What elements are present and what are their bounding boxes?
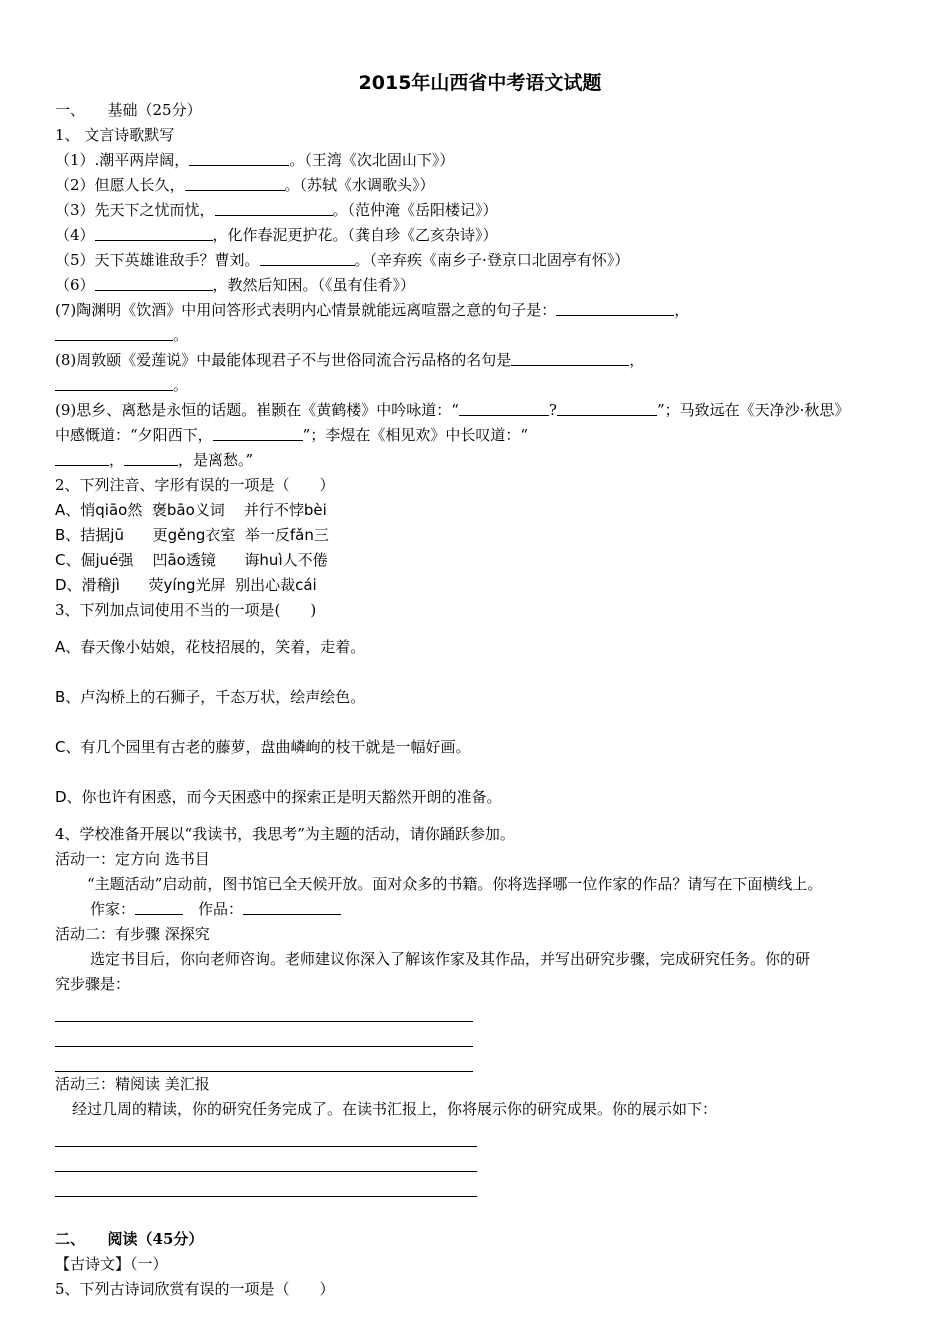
- activity-title: 活动二：有步骤 深探究: [55, 925, 210, 943]
- option-b[interactable]: B、拮据jū 更gěng衣室 举一反fǎn三: [55, 526, 329, 544]
- question-stem: 2、下列注音、字形有误的一项是（ ）: [55, 476, 335, 494]
- fill-item-8: [55, 348, 905, 373]
- item-source: 。（辛弃疾《南乡子·登京口北固亭有怀》）: [354, 251, 630, 269]
- exam-page: [55, 68, 905, 1302]
- fill-item-9-cont: [55, 423, 905, 448]
- fill-item: [55, 198, 905, 223]
- answer-blank[interactable]: [557, 400, 657, 416]
- page-title: 2015年山西省中考语文试题: [358, 72, 602, 94]
- item-source: 。（范仲淹《岳阳楼记》）: [332, 201, 498, 219]
- subsection-heading: 【古诗文】（一）: [55, 1255, 168, 1273]
- answer-blank[interactable]: [185, 175, 285, 191]
- answer-blank[interactable]: [260, 250, 355, 266]
- answer-line[interactable]: [55, 1122, 477, 1147]
- fill-item-8-cont: [55, 373, 905, 398]
- item-source: 。（苏轼《水调歌头》）: [284, 176, 435, 194]
- work-label: 作品：: [198, 900, 244, 918]
- answer-blank[interactable]: [556, 300, 674, 316]
- option-c[interactable]: C、倔jué强 凹āo透镜 诲huì人不倦: [55, 551, 328, 569]
- answer-blank[interactable]: [55, 375, 173, 391]
- fill-item-7-cont: [55, 323, 905, 348]
- option-a[interactable]: A、春天像小姑娘，花枝招展的，笑着，走着。: [55, 638, 366, 656]
- item-text: （6）: [55, 276, 95, 294]
- answer-line[interactable]: [55, 997, 473, 1022]
- answer-blank[interactable]: [55, 450, 109, 466]
- fill-item: [55, 148, 905, 173]
- author-blank[interactable]: [135, 899, 183, 915]
- item-text: （1）.潮平两岸阔，: [55, 151, 190, 169]
- answer-blank[interactable]: [95, 225, 213, 241]
- item-text: （4）: [55, 226, 95, 244]
- answer-line[interactable]: [55, 1022, 473, 1047]
- question-stem: 3、下列加点词使用不当的一项是( ): [55, 601, 317, 619]
- answer-blank[interactable]: [124, 450, 178, 466]
- fill-item: [55, 248, 905, 273]
- answer-blank[interactable]: [511, 350, 629, 366]
- question-stem: 4、学校准备开展以“我读书，我思考”为主题的活动，请你踊跃参加。: [55, 825, 515, 843]
- activity-title: 活动三：精阅读 美汇报: [55, 1075, 210, 1093]
- activity-title: 活动一：定方向 选书目: [55, 850, 210, 868]
- option-d[interactable]: D、你也许有困惑，而今天困惑中的探索正是明天豁然开朗的准备。: [55, 788, 502, 806]
- item-text: (9)思乡、离愁是永恒的话题。崔颢在《黄鹤楼》中吟咏道：“: [55, 401, 459, 419]
- item-text: 中感慨道：“夕阳西下，: [55, 426, 213, 444]
- item-source: 。（王湾《次北固山下》）: [289, 151, 455, 169]
- item-text: ”；马致远在《天净沙·秋思》: [656, 401, 850, 419]
- answer-blank[interactable]: [215, 200, 333, 216]
- question-stem: 5、下列古诗词欣赏有误的一项是（ ）: [55, 1280, 335, 1298]
- author-work-line: [55, 897, 905, 922]
- answer-blank[interactable]: [189, 150, 289, 166]
- option-d[interactable]: D、滑稽jì 荧yíng光屏 别出心裁cái: [55, 576, 317, 594]
- fill-item: [55, 273, 905, 298]
- activity-text: 选定书目后，你向老师咨询。老师建议你深入了解该作家及其作品，并写出研究步骤，完成研究任务。你的研: [90, 950, 811, 968]
- work-blank[interactable]: [243, 899, 341, 915]
- answer-lines: [55, 1122, 477, 1197]
- answer-line[interactable]: [55, 1047, 473, 1072]
- item-text: (8)周敦颐《爱莲说》中最能体现君子不与世俗同流合污品格的名句是: [55, 351, 512, 369]
- item-source: ，教然后知困。（《虽有佳肴》）: [212, 276, 416, 294]
- answer-lines: [55, 997, 473, 1072]
- item-text: ”；李煜在《相见欢》中长叹道：“: [302, 426, 529, 444]
- answer-blank[interactable]: [213, 425, 303, 441]
- fill-item: [55, 223, 905, 248]
- option-b[interactable]: B、卢沟桥上的石狮子，千态万状，绘声绘色。: [55, 688, 366, 706]
- fill-item-9: [55, 398, 905, 423]
- punctuation: ?: [548, 401, 557, 419]
- punctuation: 。: [173, 376, 189, 394]
- punctuation: ，: [674, 301, 690, 319]
- answer-blank[interactable]: [95, 275, 213, 291]
- fill-item-7: [55, 298, 905, 323]
- fill-item: [55, 173, 905, 198]
- author-label: 作家：: [90, 900, 136, 918]
- item-source: ，化作春泥更护花。（龚自珍《乙亥杂诗》）: [212, 226, 498, 244]
- item-text: （5）天下英雄谁敌手？曹刘。: [55, 251, 260, 269]
- option-a[interactable]: A、悄qiāo然 褒bāo义词 并行不悖bèi: [55, 501, 327, 519]
- item-text: （2）但愿人长久，: [55, 176, 185, 194]
- activity-text: 经过几周的精读，你的研究任务完成了。在读书汇报上，你将展示你的研究成果。你的展示如下：: [72, 1100, 718, 1118]
- item-text: ，是离愁。”: [178, 451, 254, 469]
- punctuation: ，: [629, 351, 645, 369]
- punctuation: ，: [109, 451, 125, 469]
- option-c[interactable]: C、有几个园里有古老的藤萝，盘曲嶙峋的枝干就是一幅好画。: [55, 738, 471, 756]
- section-heading: 二、 阅读（45分）: [55, 1230, 204, 1248]
- answer-blank[interactable]: [55, 325, 173, 341]
- section-heading: 一、 基础（25分）: [55, 101, 202, 119]
- answer-line[interactable]: [55, 1147, 477, 1172]
- answer-blank[interactable]: [459, 400, 549, 416]
- fill-item-9-end: [55, 448, 905, 473]
- punctuation: 。: [173, 326, 189, 344]
- item-text: (7)陶渊明《饮酒》中用问答形式表明内心情景就能远离喧嚣之意的句子是：: [55, 301, 557, 319]
- item-text: （3）先天下之忧而忧，: [55, 201, 215, 219]
- question-stem: 1、 文言诗歌默写: [55, 126, 175, 144]
- answer-line[interactable]: [55, 1172, 477, 1197]
- activity-text: “主题活动”启动前，图书馆已全天候开放。面对众多的书籍。你将选择哪一位作家的作品？请写在下面横线上。: [87, 875, 823, 893]
- activity-text: 究步骤是：: [55, 975, 131, 993]
